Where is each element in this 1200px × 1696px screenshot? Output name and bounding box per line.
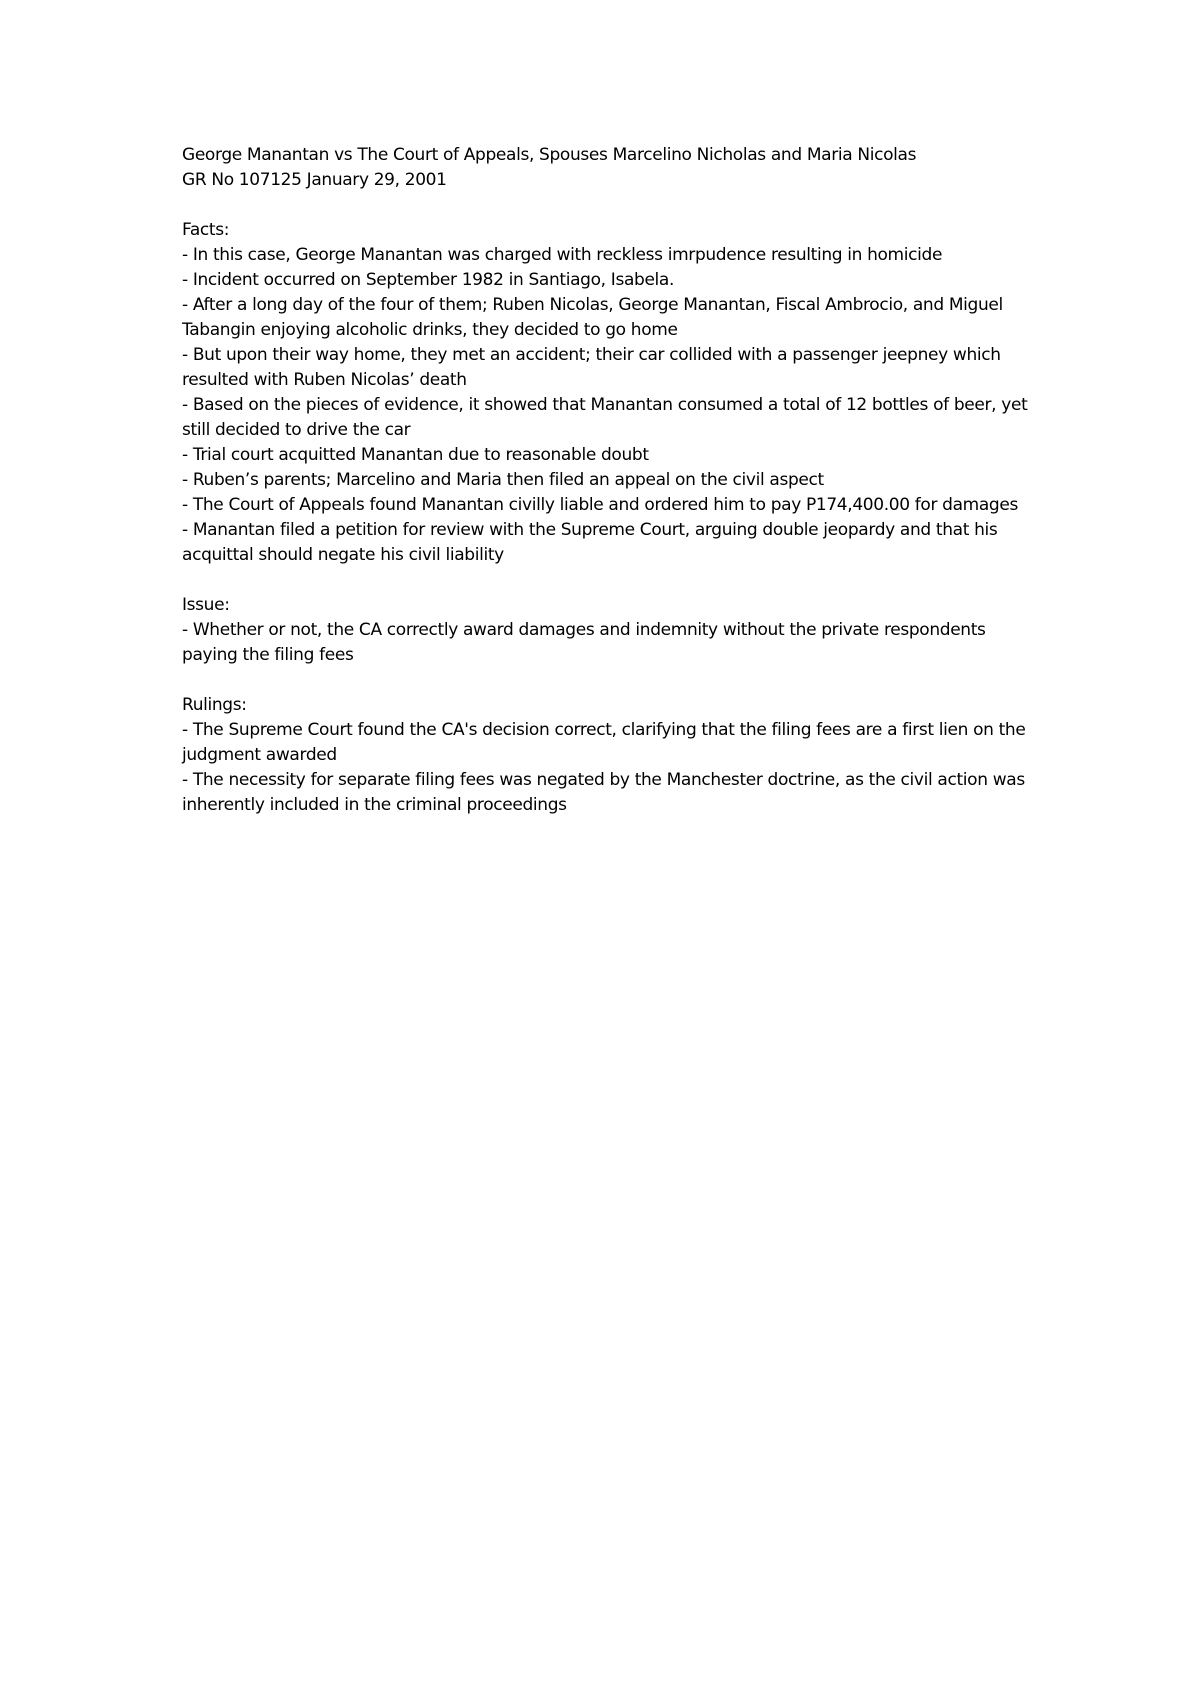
fact-item: - In this case, George Manantan was charged with reckless imrpudence resulting in homicide [182, 245, 943, 265]
fact-item: - Manantan filed a petition for review with the Supreme Court, arguing double jeopardy and that his acquittal should negate his civil liability [182, 520, 1003, 565]
case-number-date: GR No 107125 January 29, 2001 [182, 170, 447, 190]
fact-item: - Trial court acquitted Manantan due to reasonable doubt [182, 445, 649, 465]
spacer [182, 668, 1042, 693]
fact-item: - But upon their way home, they met an accident; their car collided with a passenger jeepney which resulted with Ruben Nicolas’ death [182, 345, 1006, 390]
fact-item: - The Court of Appeals found Manantan civilly liable and ordered him to pay P174,400.00 for damages [182, 495, 1018, 515]
facts-heading: Facts: [182, 220, 230, 240]
case-title: George Manantan vs The Court of Appeals, Spouses Marcelino Nicholas and Maria Nicolas [182, 145, 917, 165]
document-body [182, 143, 1042, 818]
issue-heading: Issue: [182, 595, 230, 615]
fact-item: - Ruben’s parents; Marcelino and Maria then filed an appeal on the civil aspect [182, 470, 824, 490]
ruling-item: - The Supreme Court found the CA's decision correct, clarifying that the filing fees are a first lien on the judgment awarded [182, 720, 1031, 765]
spacer [182, 568, 1042, 593]
fact-item: - Based on the pieces of evidence, it showed that Manantan consumed a total of 12 bottles of beer, yet still decided to drive the car [182, 395, 1033, 440]
ruling-item: - The necessity for separate filing fees was negated by the Manchester doctrine, as the civil action was inherently included in the criminal proceedings [182, 770, 1030, 815]
fact-item: - After a long day of the four of them; Ruben Nicolas, George Manantan, Fiscal Ambrocio, and Miguel Tabangin enjoying alcoholic drinks, they decided to go home [182, 295, 1008, 340]
spacer [182, 193, 1042, 218]
issue-item: - Whether or not, the CA correctly award damages and indemnity without the private respondents paying the filing fees [182, 620, 991, 665]
rulings-heading: Rulings: [182, 695, 247, 715]
fact-item: - Incident occurred on September 1982 in Santiago, Isabela. [182, 270, 675, 290]
